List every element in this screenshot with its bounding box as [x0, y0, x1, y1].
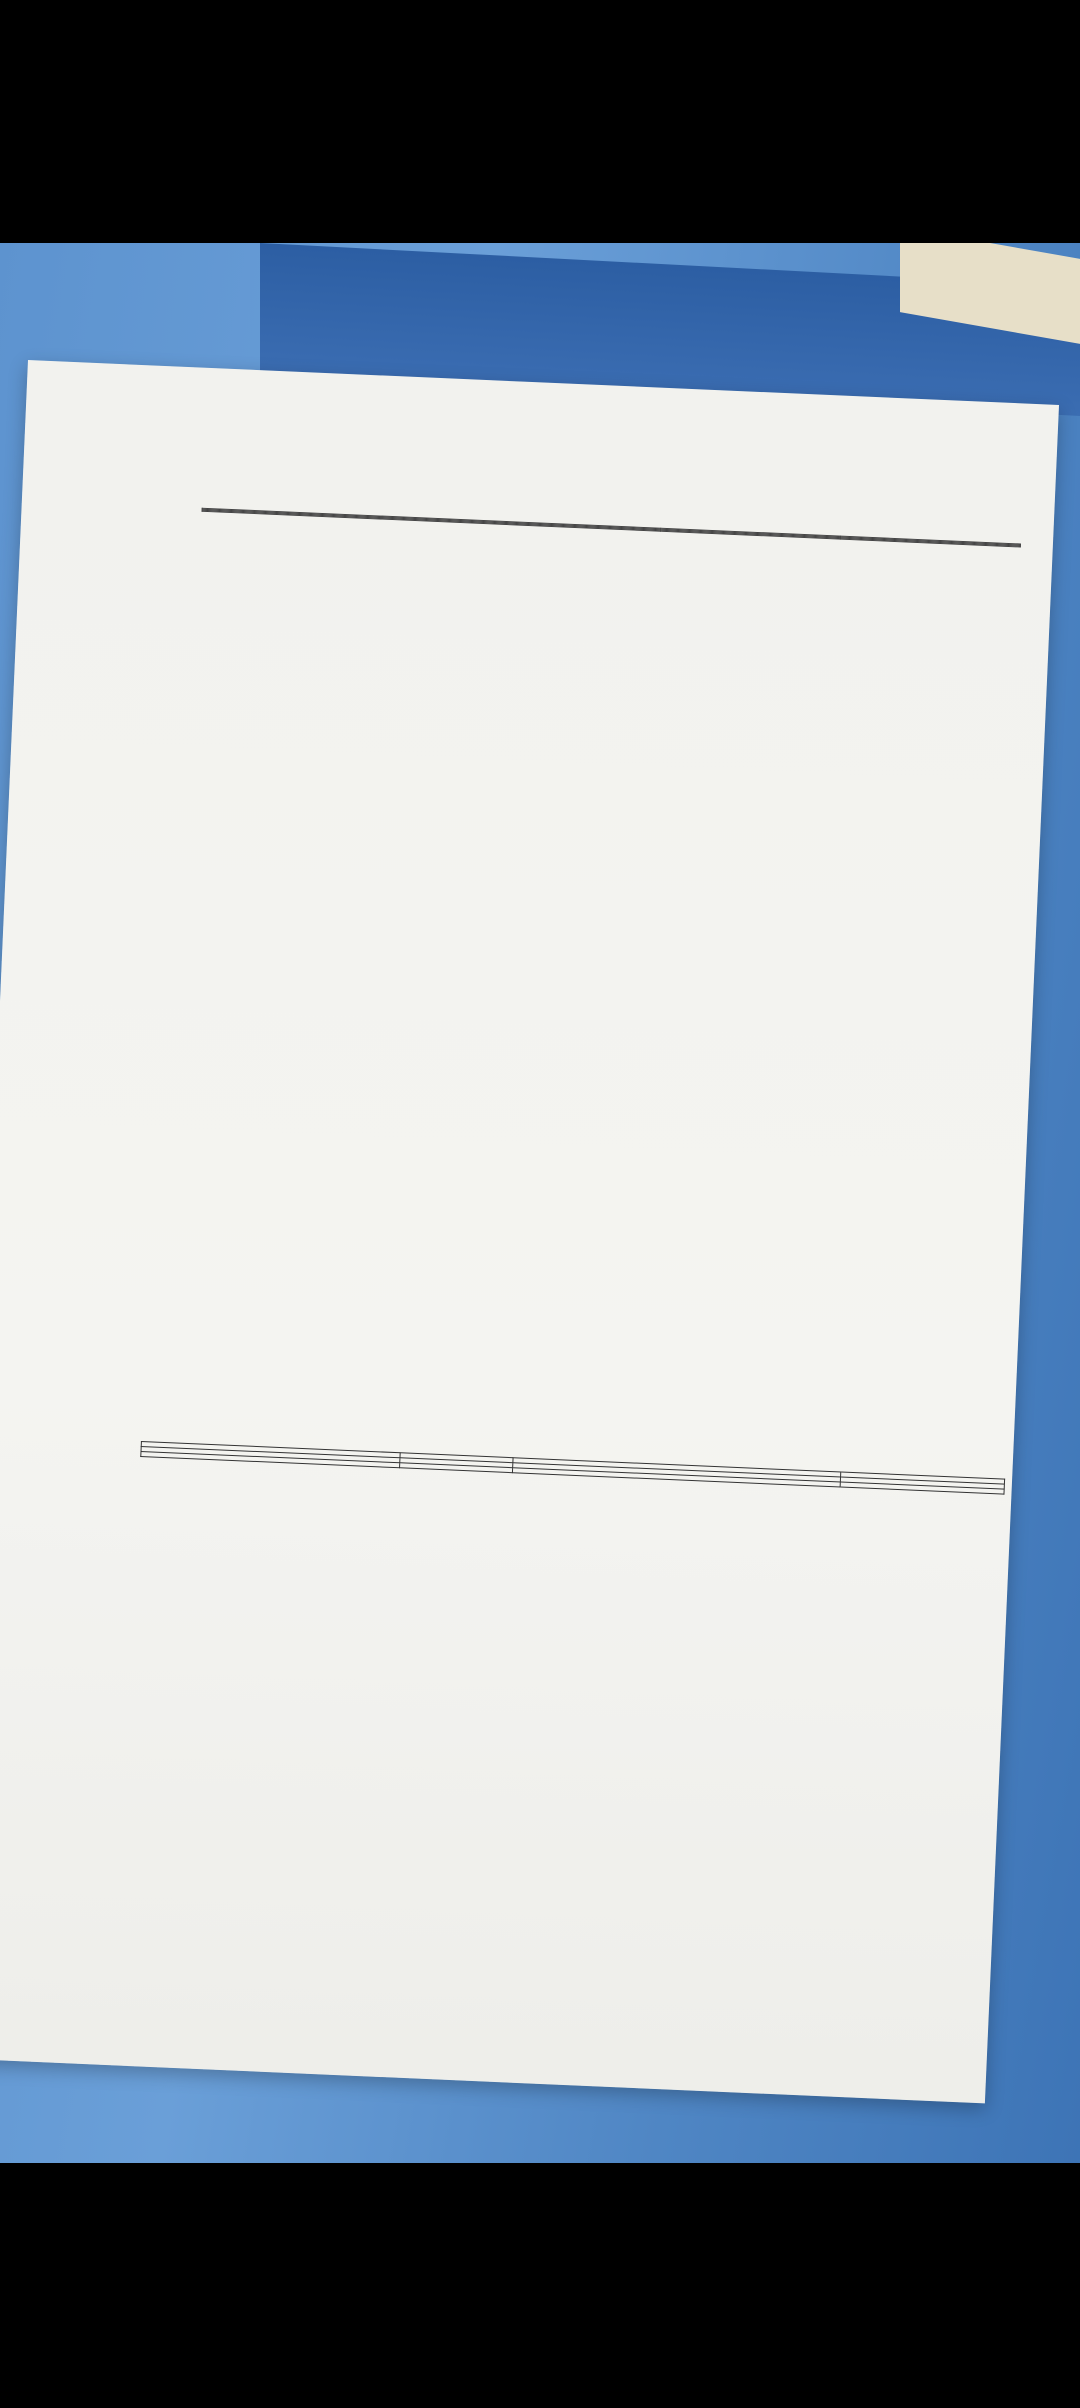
total-label	[202, 510, 660, 531]
exam-paper	[0, 360, 1059, 2103]
table-total-row	[202, 510, 1020, 547]
trial-balance-table	[202, 508, 1021, 548]
balance-sheet-table	[140, 1441, 1005, 1495]
